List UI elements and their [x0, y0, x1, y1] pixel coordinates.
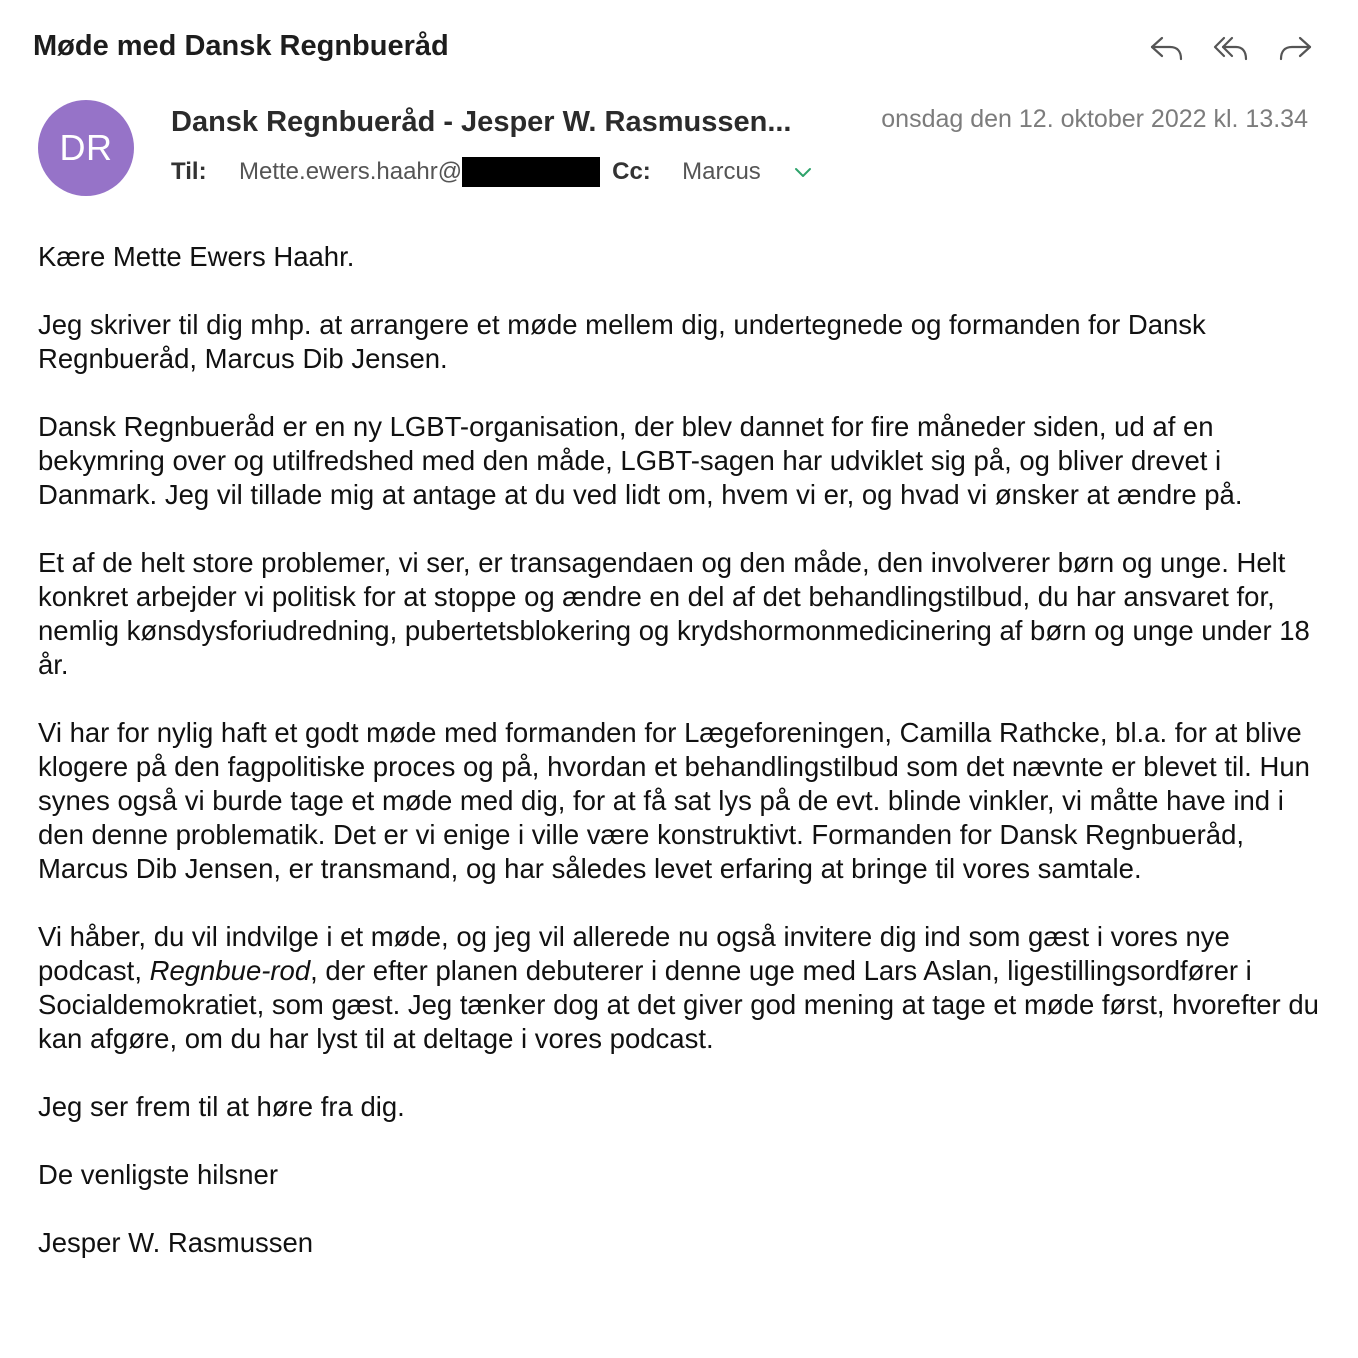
- forward-icon: [1276, 32, 1314, 64]
- body-paragraph-3: Et af de helt store problemer, vi ser, er transagendaen og den måde, den involverer børn og unge. Helt konkret arbejder vi politisk for at stoppe og ændre en del af det behandlingstilbud, du har ansvaret for, nemlig kønsdysforiudredning, pubertetsblokering og krydshormonmedicinering af børn og unge under 18 år.: [38, 547, 1310, 680]
- expand-recipients-button[interactable]: [793, 165, 813, 179]
- recipients-row: [171, 155, 813, 189]
- redaction-bar: [462, 157, 600, 187]
- greeting: Kære Mette Ewers Haahr.: [38, 241, 355, 272]
- email-subject: Møde med Dansk Regnbueråd: [33, 30, 449, 62]
- reply-all-icon: [1212, 32, 1250, 64]
- to-recipient[interactable]: Mette.ewers.haahr@: [239, 158, 463, 185]
- body-paragraph-5: [38, 920, 1320, 1056]
- body-paragraph-6: Jeg ser frem til at høre fra dig.: [38, 1091, 405, 1122]
- body-paragraph-4: Vi har for nylig haft et godt møde med formanden for Lægeforeningen, Camilla Rathcke, bl.a. for at blive klogere på den fagpolitiske proces og på, hvordan et behandlingstilbud som det nævnte er blevet til. Hun synes også vi burde tage et møde med dig, for at få sat lys på de evt. blinde vinkler, vi måtte have ind i den denne problematik. Det er vi enige i ville være konstruktivt. Formanden for Dansk Regnbueråd, Marcus Dib Jensen, er transmand, og har således levet erfaring at bringe til vores samtale.: [38, 717, 1310, 884]
- paragraph-5-end: , der efter planen debuterer i denne uge med Lars Aslan, ligestillingsordfører i Socialdemokratiet, som gæst. Jeg tænker dog at det giver god mening at tage et møde først, hvorefter du kan afgøre, om du har lyst til at deltage i vores podcast.: [38, 955, 1319, 1054]
- sent-date: onsdag den 12. oktober 2022 kl. 13.34: [881, 105, 1308, 133]
- closing: De venligste hilsner: [38, 1159, 278, 1190]
- podcast-name: Regnbue-rod: [149, 955, 311, 986]
- signature: Jesper W. Rasmussen: [38, 1227, 314, 1258]
- body-paragraph-1: Jeg skriver til dig mhp. at arrangere et møde mellem dig, undertegnede og formanden for Dansk Regnbueråd, Marcus Dib Jensen.: [38, 309, 1206, 374]
- paragraph-5-start: Vi håber, du vil indvilge i et møde, og jeg vil allerede nu også invitere dig ind som gæst i vores nye podcast,: [38, 921, 1230, 986]
- body-paragraph-2: Dansk Regnbueråd er en ny LGBT-organisation, der blev dannet for fire måneder siden, ud af en bekymring over og utilfredshed med den måde, LGBT-sagen har udviklet sig på, og bliver drevet i Danmark. Jeg vil tillade mig at antage at du ved lidt om, hvem vi er, og hvad vi ønsker at ændre på.: [38, 411, 1243, 510]
- forward-button[interactable]: [1274, 30, 1316, 66]
- reply-all-button[interactable]: [1210, 30, 1252, 66]
- to-label: Til:: [171, 158, 207, 185]
- cc-recipient[interactable]: Marcus: [682, 158, 761, 185]
- reply-icon: [1148, 32, 1186, 64]
- chevron-down-icon: [793, 165, 813, 179]
- sender-avatar: DR: [38, 100, 134, 196]
- reply-button[interactable]: [1146, 30, 1188, 66]
- sender-name[interactable]: Dansk Regnbueråd - Jesper W. Rasmussen...: [171, 106, 792, 138]
- email-body: [38, 240, 1320, 1260]
- message-actions: [1146, 30, 1316, 66]
- cc-label: Cc:: [612, 158, 651, 185]
